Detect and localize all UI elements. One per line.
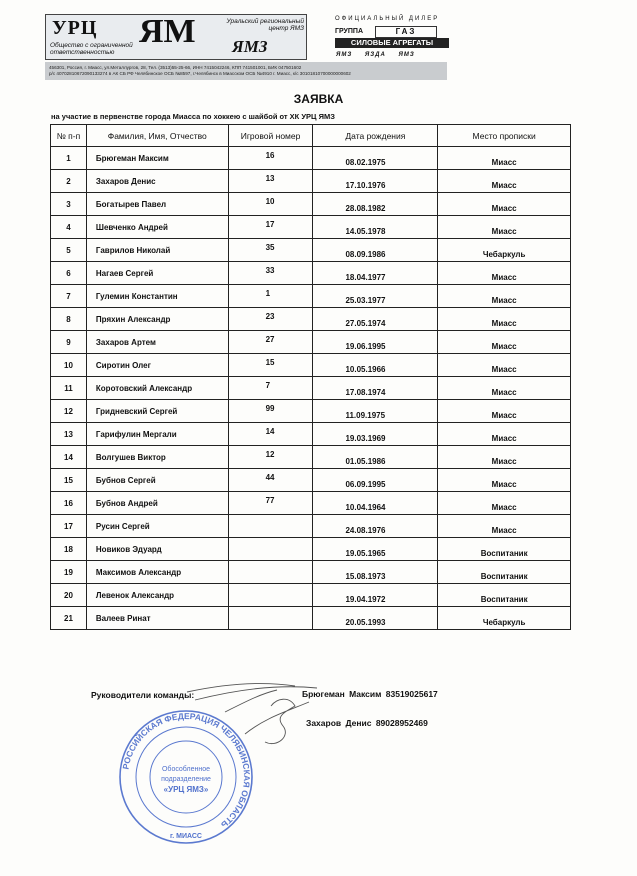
birth-date: 25.03.1977 (313, 285, 438, 308)
gaz-logo: ГАЗ (375, 26, 437, 38)
table-header-row (51, 125, 571, 147)
column-header-place: Место прописки (438, 125, 571, 147)
gaz-logo-block (335, 26, 449, 48)
registration-place: Чебаркуль (438, 607, 571, 630)
table-row (51, 285, 571, 308)
roster-table-body (51, 147, 571, 630)
player-name: Захаров Денис (86, 170, 228, 193)
birth-date: 19.05.1965 (313, 538, 438, 561)
row-number: 3 (51, 193, 87, 216)
jersey-number: 7 (228, 377, 313, 400)
jersey-number (228, 584, 313, 607)
row-number: 12 (51, 400, 87, 423)
row-number: 21 (51, 607, 87, 630)
row-number: 4 (51, 216, 87, 239)
jersey-number (228, 561, 313, 584)
birth-date: 14.05.1978 (313, 216, 438, 239)
birth-date: 28.08.1982 (313, 193, 438, 216)
stamp-outer-text: РОССИЙСКАЯ ФЕДЕРАЦИЯ ЧЕЛЯБИНСКАЯ ОБЛАСТЬ (120, 710, 253, 831)
birth-date: 11.09.1975 (313, 400, 438, 423)
requisites-line: р/с 40702810672090133274 в АК СБ РФ Челябинское ОСБ №8597, г.Челябинск в Миасском ОСБ №4910 г. Миасс, к/с 30101810700000000602 (49, 71, 351, 76)
row-number: 16 (51, 492, 87, 515)
stamp-city: г. МИАСС (170, 833, 202, 840)
row-number: 6 (51, 262, 87, 285)
player-name: Левенок Александр (86, 584, 228, 607)
row-number: 7 (51, 285, 87, 308)
registration-place: Чебаркуль (438, 239, 571, 262)
player-name: Бубнов Сергей (86, 469, 228, 492)
registration-place: Воспитаник (438, 538, 571, 561)
jersey-number: 35 (228, 239, 313, 262)
registration-place: Миасс (438, 492, 571, 515)
column-header-dob: Дата рождения (313, 125, 438, 147)
player-name: Нагаев Сергей (86, 262, 228, 285)
birth-date: 24.08.1976 (313, 515, 438, 538)
document-subtitle: на участие в первенстве города Миасса по хоккею с шайбой от ХК УРЦ ЯМЗ (51, 112, 335, 121)
company-logo-block (45, 14, 307, 60)
column-header-name: Фамилия, Имя, Отчество (86, 125, 228, 147)
jersey-number: 77 (228, 492, 313, 515)
company-type: Общество с ограниченной ответственностью (50, 42, 133, 56)
company-center-line: Уральский региональный центр ЯМЗ (226, 18, 304, 32)
jersey-number: 14 (228, 423, 313, 446)
table-row (51, 331, 571, 354)
registration-place: Миасс (438, 423, 571, 446)
jersey-number: 10 (228, 193, 313, 216)
jersey-number: 27 (228, 331, 313, 354)
table-row (51, 515, 571, 538)
registration-place: Миасс (438, 193, 571, 216)
table-row (51, 193, 571, 216)
jersey-number: 13 (228, 170, 313, 193)
player-name: Гулемин Константин (86, 285, 228, 308)
requisites-line: 456301, Россия, г. Миасс, ул.Металлургов, 28, Тел. (3513)55-25-66, ИНН 7415042246, КПП 741501001, БИК 047501602 (49, 65, 302, 70)
table-row (51, 170, 571, 193)
jersey-number (228, 607, 313, 630)
player-name: Бубнов Андрей (86, 492, 228, 515)
player-name: Валеев Ринат (86, 607, 228, 630)
table-row (51, 308, 571, 331)
player-name: Волгушев Виктор (86, 446, 228, 469)
birth-date: 10.04.1964 (313, 492, 438, 515)
registration-place: Миасс (438, 377, 571, 400)
row-number: 8 (51, 308, 87, 331)
registration-place: Миасс (438, 331, 571, 354)
table-row (51, 239, 571, 262)
registration-place: Миасс (438, 515, 571, 538)
player-name: Максимов Александр (86, 561, 228, 584)
brand-logos-line: ЯМЗ ЯЗДА ЯМЗ (336, 52, 415, 58)
row-number: 18 (51, 538, 87, 561)
table-row (51, 400, 571, 423)
table-row (51, 354, 571, 377)
birth-date: 17.08.1974 (313, 377, 438, 400)
gaz-group-label: ГРУППА (335, 28, 364, 35)
birth-date: 08.09.1986 (313, 239, 438, 262)
table-row (51, 607, 571, 630)
player-name: Новиков Эдуард (86, 538, 228, 561)
table-row (51, 538, 571, 561)
stamp-inner-line: Обособленное (161, 766, 211, 773)
registration-place: Миасс (438, 285, 571, 308)
stamp-inner-line: «УРЦ ЯМЗ» (163, 785, 209, 794)
table-row (51, 446, 571, 469)
registration-place: Воспитаник (438, 561, 571, 584)
stamp-inner-line: подразделение (161, 776, 211, 783)
roster-table (50, 124, 571, 630)
registration-place: Миасс (438, 147, 571, 170)
row-number: 10 (51, 354, 87, 377)
row-number: 15 (51, 469, 87, 492)
player-name: Гаврилов Николай (86, 239, 228, 262)
player-name: Русин Сергей (86, 515, 228, 538)
row-number: 2 (51, 170, 87, 193)
company-logo-mark: ЯМ (139, 13, 196, 50)
document-title: ЗАЯВКА (293, 92, 344, 106)
registration-place: Миасс (438, 216, 571, 239)
company-requisites (45, 62, 447, 80)
registration-place: Миасс (438, 354, 571, 377)
birth-date: 19.04.1972 (313, 584, 438, 607)
registration-place: Миасс (438, 400, 571, 423)
registration-place: Миасс (438, 469, 571, 492)
birth-date: 27.05.1974 (313, 308, 438, 331)
birth-date: 10.05.1966 (313, 354, 438, 377)
jersey-number: 17 (228, 216, 313, 239)
jersey-number: 12 (228, 446, 313, 469)
player-name: Захаров Артем (86, 331, 228, 354)
jersey-number: 99 (228, 400, 313, 423)
table-row (51, 469, 571, 492)
organization-stamp (116, 707, 256, 847)
registration-place: Миасс (438, 170, 571, 193)
company-short-name: УРЦ (52, 17, 98, 39)
jersey-number: 1 (228, 285, 313, 308)
player-name: Шевченко Андрей (86, 216, 228, 239)
row-number: 5 (51, 239, 87, 262)
row-number: 19 (51, 561, 87, 584)
registration-place: Миасс (438, 446, 571, 469)
row-number: 14 (51, 446, 87, 469)
jersey-number: 23 (228, 308, 313, 331)
birth-date: 06.09.1995 (313, 469, 438, 492)
birth-date: 19.03.1969 (313, 423, 438, 446)
table-row (51, 492, 571, 515)
birth-date: 01.05.1986 (313, 446, 438, 469)
table-row (51, 423, 571, 446)
manager-contact: Брюгеман Максим 83519025617 (302, 689, 438, 699)
jersey-number: 33 (228, 262, 313, 285)
birth-date: 19.06.1995 (313, 331, 438, 354)
birth-date: 08.02.1975 (313, 147, 438, 170)
table-row (51, 561, 571, 584)
row-number: 9 (51, 331, 87, 354)
player-name: Гридневский Сергей (86, 400, 228, 423)
registration-place: Миасс (438, 262, 571, 285)
jersey-number (228, 538, 313, 561)
registration-place: Миасс (438, 308, 571, 331)
table-row (51, 377, 571, 400)
jersey-number (228, 515, 313, 538)
jersey-number: 16 (228, 147, 313, 170)
column-header-number: № п-п (51, 125, 87, 147)
managers-label: Руководители команды: (91, 690, 195, 700)
player-name: Гарифулин Мергали (86, 423, 228, 446)
row-number: 13 (51, 423, 87, 446)
birth-date: 20.05.1993 (313, 607, 438, 630)
official-dealer-label: ОФИЦИАЛЬНЫЙ ДИЛЕР (335, 16, 440, 22)
jersey-number: 44 (228, 469, 313, 492)
player-name: Пряхин Александр (86, 308, 228, 331)
row-number: 17 (51, 515, 87, 538)
manager-contact: Захаров Денис 89028952469 (306, 718, 428, 728)
player-name: Коротовский Александр (86, 377, 228, 400)
birth-date: 18.04.1977 (313, 262, 438, 285)
table-row (51, 147, 571, 170)
column-header-jersey: Игровой номер (228, 125, 313, 147)
birth-date: 17.10.1976 (313, 170, 438, 193)
table-row (51, 262, 571, 285)
player-name: Брюгеман Максим (86, 147, 228, 170)
row-number: 20 (51, 584, 87, 607)
table-row (51, 216, 571, 239)
company-brand: ЯМЗ (232, 37, 268, 56)
birth-date: 15.08.1973 (313, 561, 438, 584)
table-row (51, 584, 571, 607)
jersey-number: 15 (228, 354, 313, 377)
gaz-division-label: СИЛОВЫЕ АГРЕГАТЫ (335, 38, 449, 48)
player-name: Сиротин Олег (86, 354, 228, 377)
registration-place: Воспитаник (438, 584, 571, 607)
row-number: 11 (51, 377, 87, 400)
player-name: Богатырев Павел (86, 193, 228, 216)
row-number: 1 (51, 147, 87, 170)
